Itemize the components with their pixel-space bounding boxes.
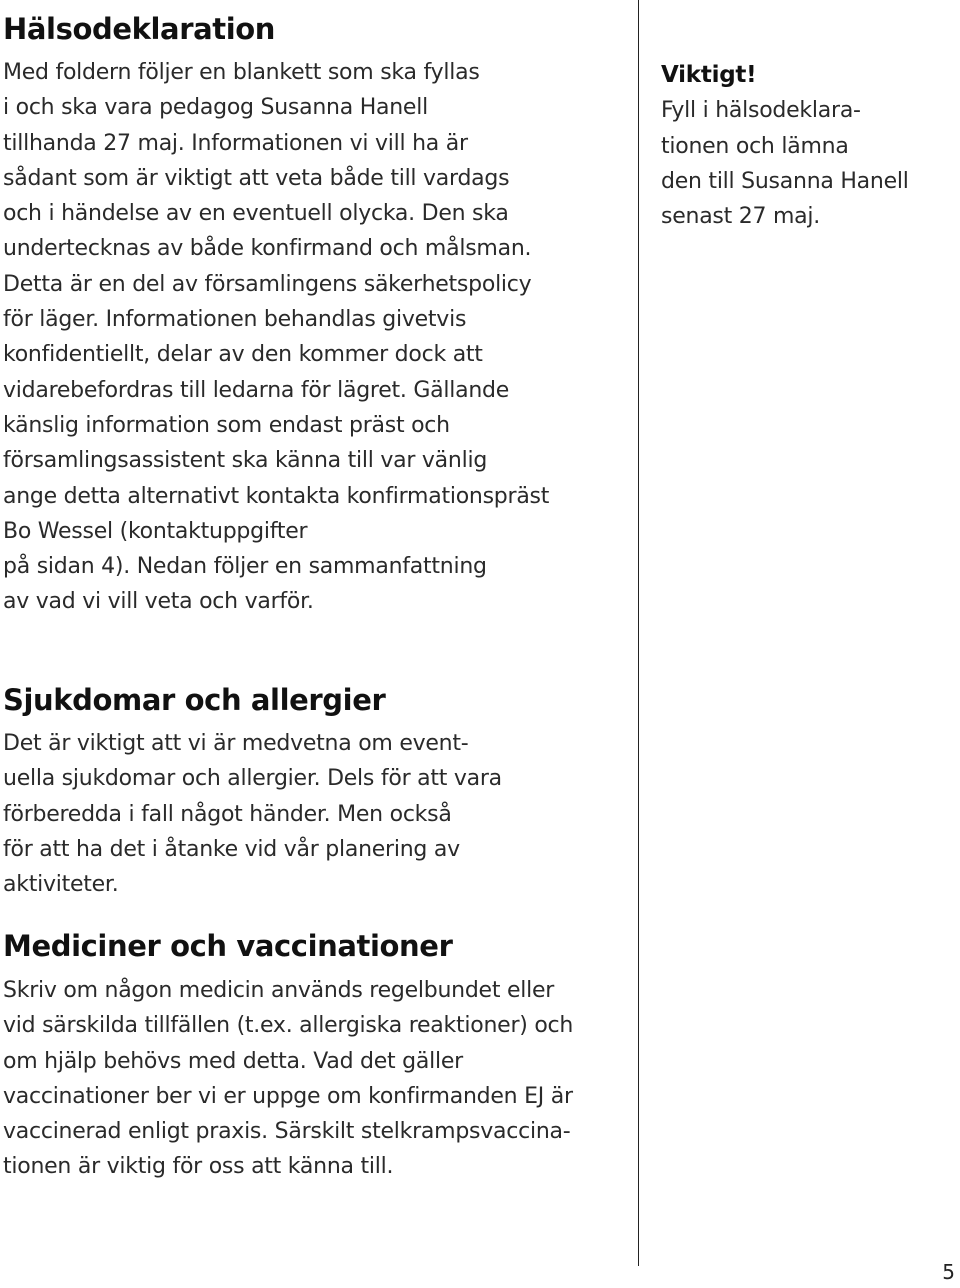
body-line: Skriv om någon medicin används regelbundet eller: [3, 978, 555, 1003]
body-line: vaccinationer ber vi er uppge om konfirmanden EJ är: [3, 1083, 573, 1109]
body-line: Bo Wessel (kontaktuppgifter: [3, 518, 308, 544]
body-line: av vad vi vill veta och varför.: [3, 589, 314, 615]
body-line: sådant som är viktigt att veta både till vardags: [3, 165, 510, 191]
body-line: i och ska vara pedagog Susanna Hanell: [3, 95, 428, 121]
section-heading-halsodeklaration: Hälsodeklaration: [3, 12, 276, 46]
body-line: vaccinerad enligt praxis. Särskilt stelkrampsvaccina-: [3, 1119, 571, 1145]
body-line: tillhanda 27 maj. Informationen vi vill ha är: [3, 130, 468, 156]
body-line: på sidan 4). Nedan följer en sammanfattning: [3, 554, 487, 580]
sidebar-line: tionen och lämna: [661, 133, 849, 159]
body-line: Det är viktigt att vi är medvetna om event-: [3, 731, 469, 756]
section-body-mediciner: [3, 973, 573, 1185]
section-body-sjukdomar: [3, 726, 502, 902]
body-line: undertecknas av både konfirmand och målsman.: [3, 236, 532, 262]
section-heading-sjukdomar: Sjukdomar och allergier: [3, 683, 386, 717]
sidebar-note: [661, 58, 909, 234]
body-line: konfidentiellt, delar av den kommer dock att: [3, 342, 483, 368]
body-line: tionen är viktig för oss att känna till.: [3, 1154, 394, 1180]
body-line: och i händelse av en eventuell olycka. Den ska: [3, 201, 509, 227]
body-line: om hjälp behövs med detta. Vad det gäller: [3, 1048, 463, 1074]
body-line: uella sjukdomar och allergier. Dels för att vara: [3, 766, 502, 792]
section-heading-mediciner: Mediciner och vaccinationer: [3, 929, 453, 963]
sidebar-line: Fyll i hälsodeklara-: [661, 98, 861, 124]
section-body-halsodeklaration: [3, 55, 549, 620]
body-line: Med foldern följer en blankett som ska fyllas: [3, 60, 480, 85]
body-line: församlingsassistent ska känna till var vänlig: [3, 448, 488, 474]
body-line: känslig information som endast präst och: [3, 412, 450, 438]
body-line: vid särskilda tillfällen (t.ex. allergiska reaktioner) och: [3, 1013, 574, 1039]
body-line: aktiviteter.: [3, 872, 119, 898]
sidebar-line: senast 27 maj.: [661, 204, 821, 230]
page-number: 5: [942, 1260, 955, 1284]
body-line: vidarebefordras till ledarna för lägret. Gällande: [3, 377, 510, 403]
body-line: ange detta alternativt kontakta konfirmationspräst: [3, 483, 550, 509]
body-line: Detta är en del av församlingens säkerhetspolicy: [3, 271, 532, 297]
column-divider: [638, 0, 639, 1266]
body-line: för att ha det i åtanke vid vår planering av: [3, 836, 460, 862]
sidebar-line: den till Susanna Hanell: [661, 168, 909, 194]
sidebar-title: Viktigt!: [661, 62, 757, 88]
body-line: förberedda i fall något händer. Men också: [3, 801, 452, 827]
body-line: för läger. Informationen behandlas givetvis: [3, 307, 467, 333]
